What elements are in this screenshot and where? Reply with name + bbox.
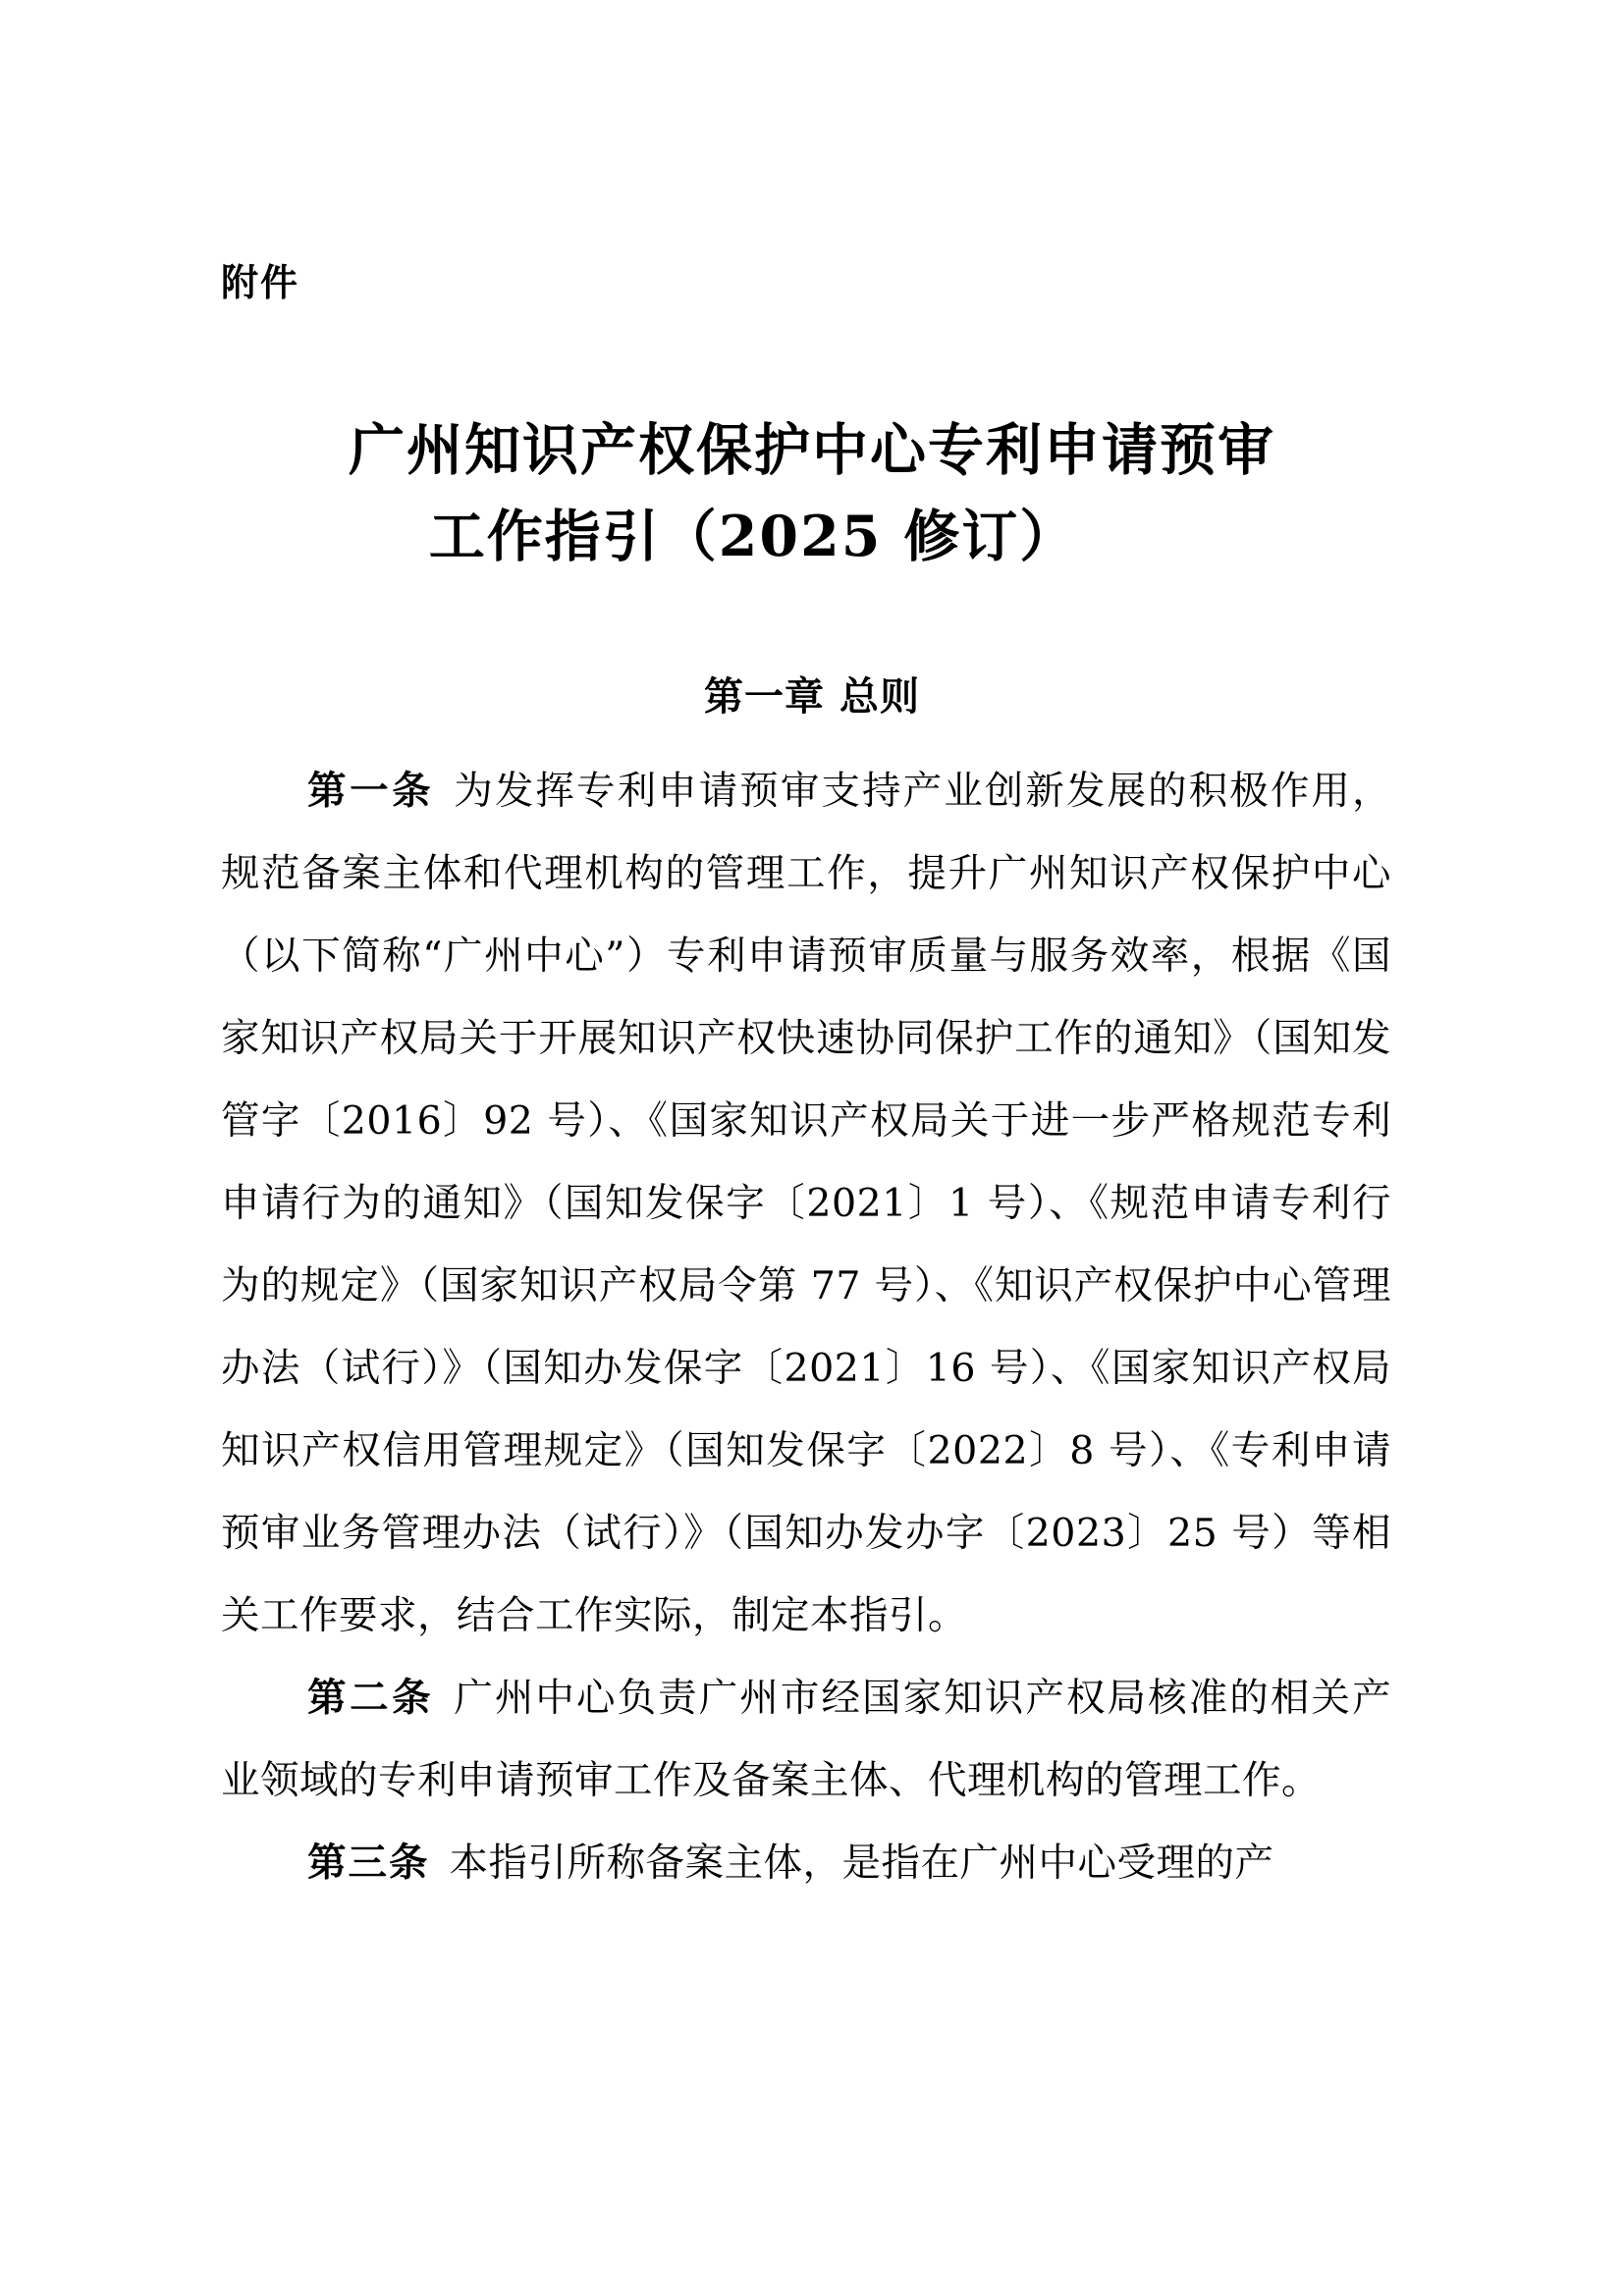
attachment-label: 附件 bbox=[221, 261, 300, 304]
document-title bbox=[0, 407, 1624, 580]
article-2-text: 广州中心负责广州市经国家知识产权局核准的相关产业领域的专利申请预审工作及备案主体、代理机构的管理工作。 bbox=[221, 1676, 1392, 1803]
article-1 bbox=[221, 750, 1391, 1657]
article-3-text: 本指引所称备案主体，是指在广州中心受理的产 bbox=[449, 1841, 1274, 1886]
article-3-label: 第三条 bbox=[307, 1841, 430, 1886]
title-line-2: 工作指引（2025 修订） bbox=[428, 504, 1078, 569]
article-3 bbox=[221, 1822, 1391, 1904]
article-2 bbox=[221, 1657, 1391, 1822]
article-2-label: 第二条 bbox=[307, 1676, 435, 1721]
document-body bbox=[221, 750, 1391, 1904]
article-1-label: 第一条 bbox=[307, 769, 435, 814]
chapter-heading: 第一章 总则 bbox=[704, 674, 920, 720]
article-1-text: 为发挥专利申请预审支持产业创新发展的积极作用，规范备案主体和代理机构的管理工作，提升广州知识产权保护中心（以下简称“广州中心”）专利申请预审质量与服务效率，根据《国家知识产权局关于开展知识产权快速协同保护工作的通知》（国知发管字〔2016〕92 号）、《国家知识产权局关于进一步严格规范专利申请行为的通知》（国知发保字〔2021〕1 号）、《规范申请专利行为的规定》（国家知识产权局令第 77 号）、《知识产权保护中心管理办法（试行）》（国知办发保字〔2021〕16 号）、《国家知识产权局知识产权信用管理规定》（国知发保字〔2022〕8 号）、《专利申请预审业务管理办法（试行）》（国知办发办字〔2023〕25 号）等相关工作要求，结合工作实际，制定本指引。 bbox=[221, 769, 1392, 1638]
title-line-1: 广州知识产权保护中心专利申请预审 bbox=[349, 417, 1275, 483]
